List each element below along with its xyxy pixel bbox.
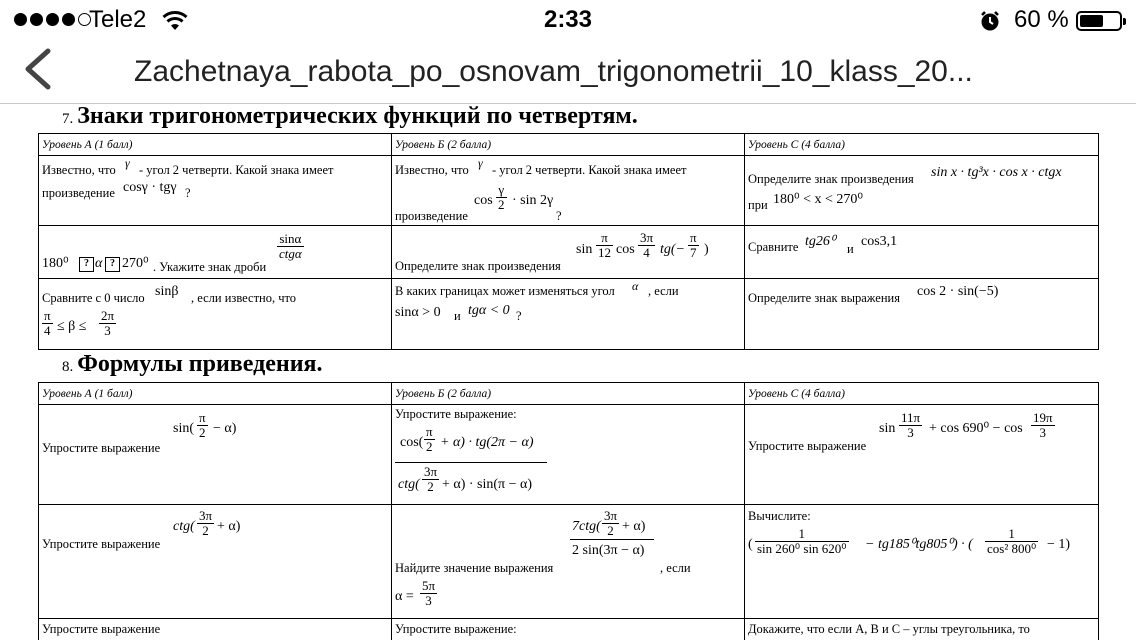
document-header <box>0 40 1136 104</box>
status-bar <box>0 0 1136 40</box>
table-row <box>39 405 1099 505</box>
table-header-row <box>39 134 1099 156</box>
task-cell: Определите знак произведения sin x · tg³x · cos x · ctgx при 180⁰ < x < 270⁰ <box>745 156 1099 226</box>
task-cell: Известно, что γ - угол 2 четверти. Какой знака имеет произведение cosγ · tgγ ? <box>39 156 392 226</box>
table-row <box>39 156 1099 226</box>
task-cell: 7ctg( $\frac{3\pi}{2}$ + α) 2 sin(3π − α) Найдите значение выражения , если α = $\frac{5\pi}{3}$ <box>392 505 745 619</box>
section-number: 8. <box>62 359 74 375</box>
task-cell: Упростите выражение <box>39 619 392 640</box>
task-cell: Определите знак произведения sin $\frac{\pi}{12}$ cos $\frac{3\pi}{4}$ tg(− $\frac{\pi}{7}$ ) <box>392 226 745 279</box>
section-7-heading <box>62 105 638 130</box>
section-title: Знаки тригонометрических функций по четвертям. <box>77 105 638 129</box>
level-c-header: Уровень С (4 балла) <box>745 383 1099 405</box>
table-row <box>39 505 1099 619</box>
level-a-header: Уровень А (1 балл) <box>39 134 392 156</box>
table-row <box>39 619 1099 640</box>
level-b-header: Уровень Б (2 балла) <box>392 383 745 405</box>
section-8-heading <box>62 351 323 378</box>
task-cell: Упростите выражение sin( $\frac{\pi}{2}$ − α) <box>39 405 392 505</box>
section-title: Формулы приведения. <box>77 351 323 377</box>
level-a-header: Уровень А (1 балл) <box>39 383 392 405</box>
section-8-table <box>38 382 1099 640</box>
chevron-left-icon[interactable] <box>18 46 58 92</box>
task-cell: Вычислите: ( $\frac{1}{\text{sin 260⁰ sin 620⁰}}$ − tg185⁰tg805⁰) · ( $\frac{1}{\text{cos² 800⁰}}$ − 1) <box>745 505 1099 619</box>
clock: 2:33 <box>543 6 593 33</box>
task-cell: 180⁰ ? α ? 270⁰ . Укажите знак дроби sinα ctgα <box>39 226 392 279</box>
alarm-icon <box>979 10 1001 32</box>
table-header-row <box>39 383 1099 405</box>
battery-percentage: 60 % <box>1014 6 1069 33</box>
task-cell: Сравните с 0 число sinβ , если известно, что $\frac{\pi}{4}$ ≤ β ≤ $\frac{2\pi}{3}$ <box>39 279 392 350</box>
battery-icon <box>1076 11 1122 31</box>
task-cell: Упростите выражение ctg( $\frac{3\pi}{2}$ + α) <box>39 505 392 619</box>
document-page[interactable] <box>0 105 1136 640</box>
level-c-header: Уровень С (4 балла) <box>745 134 1099 156</box>
task-cell: Упростите выражение: <box>392 619 745 640</box>
task-cell: Известно, что γ - угол 2 четверти. Какой знака имеет произведение cos $\frac{\gamma}{2}$ · sin 2γ ? <box>392 156 745 226</box>
task-cell: Упростите выражение: cos( $\frac{\pi}{2}$ + α) · tg(2π − α) ctg( $\frac{3\pi}{2}$ + α) · sin(π − α) <box>392 405 745 505</box>
task-cell: Сравните tg26⁰ и cos3,1 <box>745 226 1099 279</box>
task-cell: Докажите, что если А, В и С – углы треугольника, то <box>745 619 1099 640</box>
table-row <box>39 226 1099 279</box>
section-number: 7. <box>62 111 74 127</box>
carrier-name: Tele2 <box>89 6 147 33</box>
level-b-header: Уровень Б (2 балла) <box>392 134 745 156</box>
task-cell: Упростите выражение sin $\frac{11\pi}{3}$ + cos 690⁰ − cos $\frac{19\pi}{3}$ <box>745 405 1099 505</box>
task-cell: Определите знак выражения cos 2 · sin(−5) <box>745 279 1099 350</box>
table-row <box>39 279 1099 350</box>
task-cell: В каких границах может изменяться угол α , если sinα > 0 и tgα < 0 ? <box>392 279 745 350</box>
document-title: Zachetnaya_rabota_po_osnovam_trigonometrii_10_klass_20... <box>134 55 973 88</box>
section-7-table <box>38 133 1099 350</box>
